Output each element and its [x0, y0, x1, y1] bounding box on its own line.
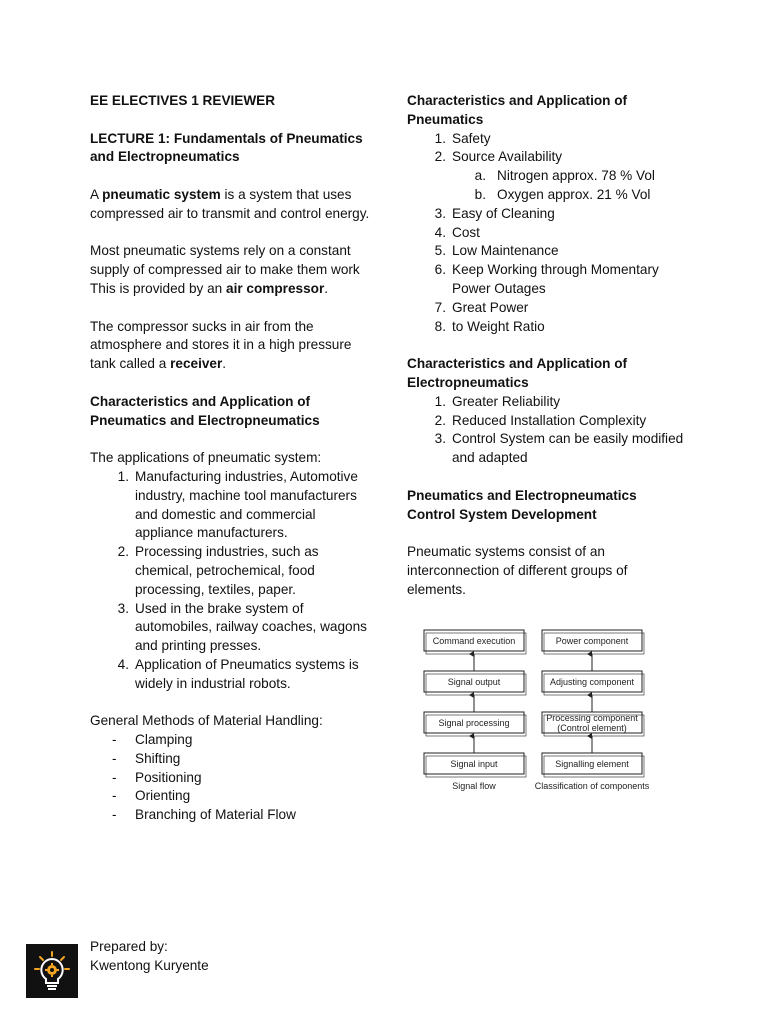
- list-item: - Orienting: [112, 788, 191, 804]
- pneumatics-list: [407, 130, 687, 337]
- lecture-heading: LECTURE 1: Fundamentals of Pneumatics and Electropneumatics: [90, 130, 363, 165]
- list-item: 1. Greater Reliability: [434, 393, 561, 409]
- lightbulb-gear-icon: [26, 944, 78, 998]
- document-title: EE ELECTIVES 1 REVIEWER: [90, 93, 276, 108]
- control-heading: Pneumatics and Electropneumatics Control System Development: [407, 487, 637, 522]
- control-element-label: (Control element): [557, 723, 627, 733]
- footer: [90, 938, 209, 976]
- compressor-paragraph: The compressor sucks in air from the atmosphere and stores it in a high pressure tank called a receiver.: [90, 318, 352, 372]
- control-system-diagram: [418, 624, 658, 796]
- list-item: 3. Easy of Cleaning: [434, 205, 555, 221]
- list-item: 2. Source Availability: [434, 149, 563, 165]
- power-component-label: Power component: [555, 636, 629, 646]
- components-column: [535, 630, 650, 791]
- signal-flow-caption: Signal flow: [452, 781, 496, 791]
- list-item: 3. Control System can be easily modified and adapted: [434, 431, 684, 466]
- prepared-by-label: Prepared by:: [90, 939, 168, 954]
- list-item: 2. Processing industries, such as chemical, petrochemical, food processing, textiles, paper.: [117, 544, 319, 597]
- list-item: 5. Low Maintenance: [434, 243, 559, 259]
- list-item: 6. Keep Working through Momentary Power Outages: [434, 262, 659, 296]
- applications-label: The applications of pneumatic system:: [90, 450, 322, 466]
- supply-paragraph: Most pneumatic systems rely on a constant supply of compressed air to make them work This is provided by an air compressor.: [90, 243, 360, 296]
- components-caption: Classification of components: [534, 781, 650, 791]
- pneumatics-heading: Characteristics and Application of Pneumatics: [407, 93, 628, 127]
- signal-output-label: Signal output: [447, 677, 501, 687]
- signal-input-label: Signal input: [450, 759, 498, 769]
- author-name: Kwentong Kuryente: [90, 957, 209, 973]
- signal-flow-column: [424, 630, 526, 791]
- electropneumatics-list: [407, 393, 687, 468]
- section-heading: Characteristics and Application of Pneumatics and Electropneumatics: [90, 393, 320, 428]
- command-execution-label: Command execution: [432, 636, 516, 646]
- list-item: 4. Cost: [434, 224, 480, 240]
- methods-list: [90, 731, 370, 825]
- adjusting-component-label: Adjusting component: [549, 677, 635, 687]
- sub-list-item: a. Nitrogen approx. 78 % Vol: [474, 168, 655, 184]
- list-item: 1. Safety: [434, 130, 491, 146]
- signalling-element-label: Signalling element: [555, 759, 629, 769]
- list-item: 1. Manufacturing industries, Automotive industry, machine tool manufacturers and domestic and commercial appliance manufacturers.: [117, 468, 358, 541]
- list-item: - Clamping: [112, 732, 193, 748]
- left-column: [90, 92, 370, 825]
- right-column: [407, 92, 687, 600]
- sub-list-item: b. Oxygen approx. 21 % Vol: [474, 186, 651, 202]
- electropneumatics-heading: Characteristics and Application of Electropneumatics: [407, 356, 628, 390]
- list-item: 2. Reduced Installation Complexity: [434, 412, 647, 428]
- processing-component-label: Processing component: [546, 713, 638, 723]
- list-item: 7. Great Power: [434, 299, 529, 315]
- list-item: 8. to Weight Ratio: [434, 318, 545, 334]
- intro-paragraph: A pneumatic system is a system that uses compressed air to transmit and control energy.: [90, 186, 370, 221]
- list-item: - Positioning: [112, 769, 202, 785]
- control-paragraph: Pneumatic systems consist of an interconnection of different groups of elements.: [407, 544, 628, 597]
- list-item: - Shifting: [112, 750, 181, 766]
- list-item: 3. Used in the brake system of automobiles, railway coaches, wagons and printing presses.: [117, 600, 367, 654]
- signal-processing-label: Signal processing: [438, 718, 510, 728]
- applications-list: [90, 468, 370, 694]
- methods-label: General Methods of Material Handling:: [90, 713, 323, 729]
- list-item: 4. Application of Pneumatics systems is widely in industrial robots.: [117, 656, 359, 691]
- list-item: - Branching of Material Flow: [112, 807, 296, 823]
- logo: [26, 944, 78, 998]
